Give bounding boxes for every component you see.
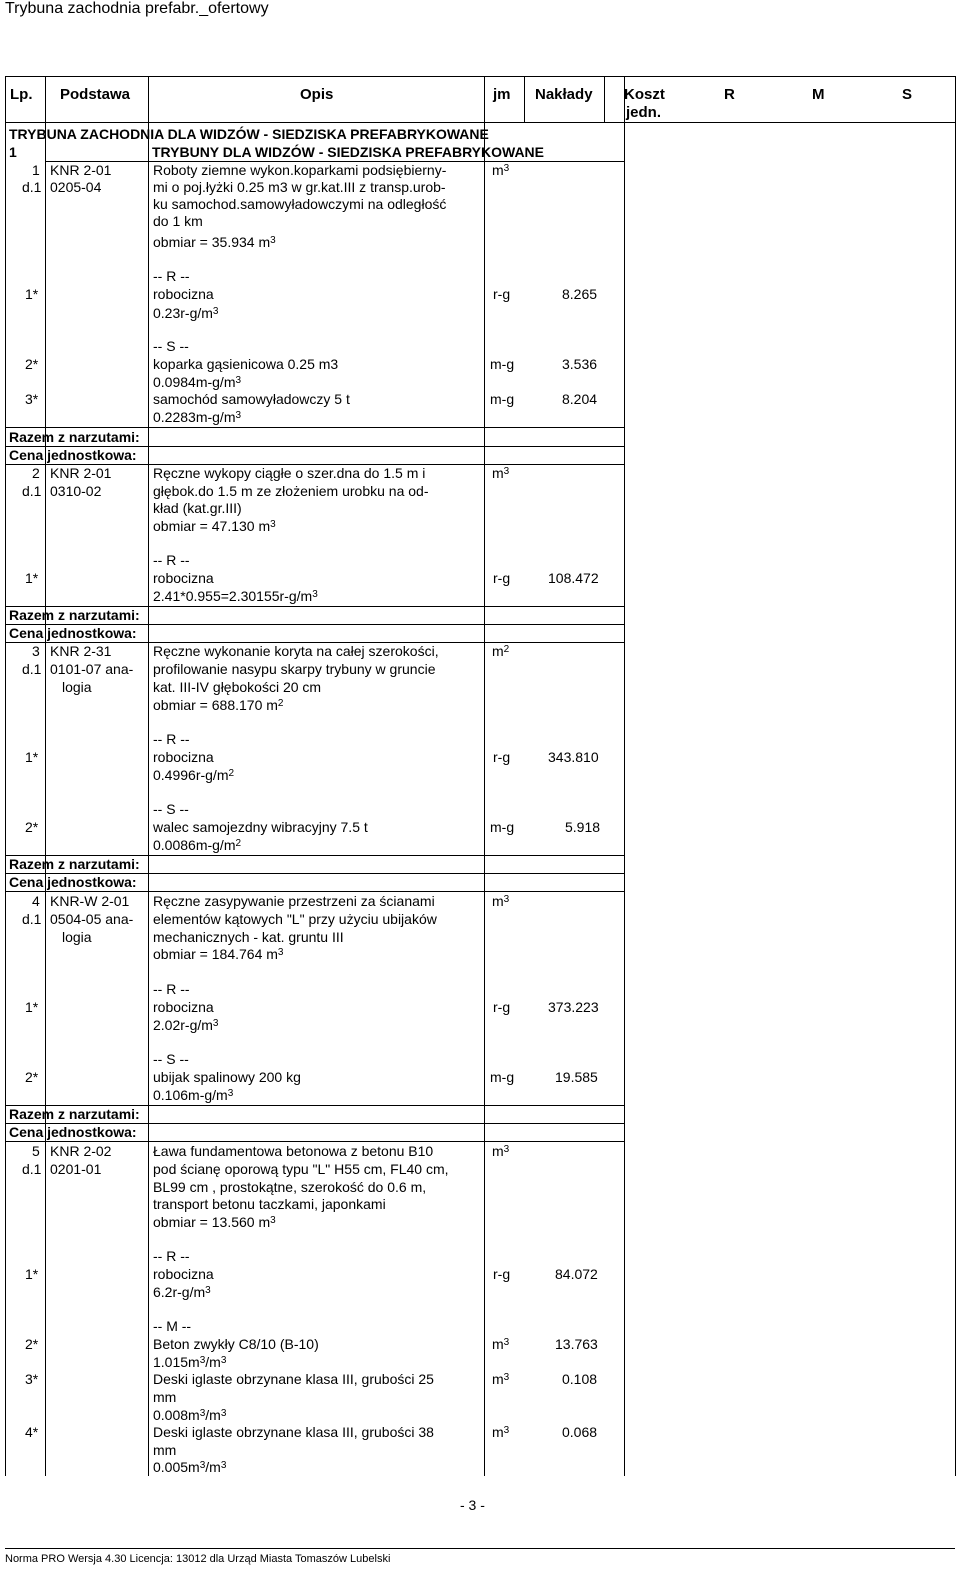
item-num: 3	[32, 643, 40, 659]
cena-label: Cena jednostkowa:	[9, 1124, 137, 1140]
item-desc-line: kład (kat.gr.III)	[153, 500, 242, 516]
resource-jm: m-g	[490, 819, 515, 835]
resource-jm: r-g	[493, 1266, 511, 1282]
subsection-title: TRYBUNY DLA WIDZÓW - SIEDZISKA PREFABRYKOWANE	[152, 144, 544, 160]
resource-norm: $0.005m^3/m^3$	[153, 1459, 227, 1475]
resource-value: 3.536	[562, 356, 598, 372]
hdr-sep-5	[604, 76, 605, 122]
item-podstawa: KNR-W 2-01	[50, 893, 130, 909]
item-podstawa: KNR 2-02	[50, 1143, 112, 1159]
item-obmiar: obmiar = 688.170 $m^2$	[153, 697, 284, 713]
item-desc-line: do 1 km	[153, 213, 203, 229]
hdr-sep-2	[148, 76, 149, 122]
hdr-sep-4	[524, 76, 525, 122]
item-d: d.1	[22, 483, 42, 499]
resource-norm: $2.41*0.955=2.30155r-g/m^3$	[153, 588, 318, 604]
resource-value: 343.810	[548, 749, 599, 765]
item-podstawa-code: 0205-04	[50, 179, 102, 195]
header-r: R	[724, 86, 735, 103]
resource-name-cont: mm	[153, 1389, 177, 1405]
resource-lp: 2*	[25, 1069, 39, 1085]
resource-lp: 3*	[25, 391, 39, 407]
footer-rule	[5, 1548, 955, 1549]
header-jm: jm	[493, 86, 511, 103]
resource-lp: 1*	[25, 286, 39, 302]
item-d: d.1	[22, 179, 42, 195]
resource-value: 108.472	[548, 570, 599, 586]
col-koszt-border	[624, 76, 625, 1476]
item-d: d.1	[22, 911, 42, 927]
header-m: M	[812, 86, 825, 103]
item-podstawa-suffix: logia	[62, 929, 92, 945]
row-rule	[5, 427, 624, 428]
row-rule	[5, 891, 624, 892]
header-koszt: Koszt	[624, 86, 665, 103]
resource-header-s: -- S --	[153, 338, 189, 354]
item-desc-line: profilowanie nasypu skarpy trybuny w gruncie	[153, 661, 436, 677]
resource-norm: $0.23r-g/m^3$	[153, 305, 219, 321]
item-podstawa-suffix: logia	[62, 679, 92, 695]
resource-name: robocizna	[153, 286, 214, 302]
hdr-sep-1	[45, 76, 46, 122]
cena-label: Cena jednostkowa:	[9, 625, 137, 641]
item-d: d.1	[22, 1161, 42, 1177]
resource-value: 8.204	[562, 391, 598, 407]
razem-label: Razem z narzutami:	[9, 1106, 140, 1122]
resource-norm: $0.0984m-g/m^3$	[153, 374, 242, 390]
resource-name: koparka gąsienicowa 0.25 m3	[153, 356, 339, 372]
item-podstawa-code: 0310-02	[50, 483, 102, 499]
resource-jm: r-g	[493, 999, 511, 1015]
resource-jm: $m^3$	[492, 1371, 510, 1387]
item-jm: $m^3$	[492, 162, 510, 178]
item-obmiar: obmiar = 35.934 $m^3$	[153, 234, 276, 250]
razem-label: Razem z narzutami:	[9, 429, 140, 445]
cena-label: Cena jednostkowa:	[9, 447, 137, 463]
cena-label: Cena jednostkowa:	[9, 874, 137, 890]
col-lp-border	[45, 122, 46, 1476]
resource-norm: $0.4996r-g/m^2$	[153, 767, 235, 783]
resource-name: robocizna	[153, 1266, 214, 1282]
resource-norm: $1.015m^3/m^3$	[153, 1354, 227, 1370]
resource-header-r: -- R --	[153, 981, 190, 997]
header-lp: Lp.	[10, 86, 33, 103]
item-podstawa-code: 0101-07 ana-	[50, 661, 134, 677]
resource-jm: r-g	[493, 749, 511, 765]
header-koszt-jedn: jedn.	[626, 104, 662, 121]
hdr-sep-3	[484, 76, 485, 122]
item-desc-line: Ręczne wykopy ciągłe o szer.dna do 1.5 m i	[153, 465, 426, 481]
resource-jm: r-g	[493, 570, 511, 586]
item-obmiar: obmiar = 184.764 $m^3$	[153, 946, 284, 962]
table-right-border	[955, 76, 956, 1476]
resource-header-r: -- R --	[153, 1248, 190, 1264]
resource-lp: 1*	[25, 999, 39, 1015]
resource-value: 0.068	[562, 1424, 598, 1440]
resource-name: ubijak spalinowy 200 kg	[153, 1069, 301, 1085]
item-podstawa: KNR 2-01	[50, 162, 112, 178]
resource-jm: $m^3$	[492, 1424, 510, 1440]
item-desc-line: mechanicznych - kat. gruntu III	[153, 929, 344, 945]
resource-name: robocizna	[153, 570, 214, 586]
resource-name: Beton zwykły C8/10 (B-10)	[153, 1336, 319, 1352]
item-desc-line: kat. III-IV głębokości 20 cm	[153, 679, 322, 695]
item-d: d.1	[22, 661, 42, 677]
resource-header-m: -- M --	[153, 1318, 192, 1334]
resource-header-r: -- R --	[153, 731, 190, 747]
item-desc-line: mi o poj.łyżki 0.25 m3 w gr.kat.III z transp.urob-	[153, 179, 446, 195]
item-obmiar: obmiar = 13.560 $m^3$	[153, 1214, 276, 1230]
resource-norm: $6.2r-g/m^3$	[153, 1284, 211, 1300]
item-desc-line: ku samochod.samowyładowczymi na odległość	[153, 196, 447, 212]
resource-lp: 1*	[25, 570, 39, 586]
item-num: 4	[32, 893, 40, 909]
resource-jm: m-g	[490, 356, 515, 372]
item-num: 5	[32, 1143, 40, 1159]
resource-name-cont: mm	[153, 1442, 177, 1458]
header-s: S	[902, 86, 913, 103]
resource-header-s: -- S --	[153, 801, 189, 817]
document-title: Trybuna zachodnia prefabr._ofertowy	[5, 0, 269, 17]
resource-jm: r-g	[493, 286, 511, 302]
item-podstawa-code: 0201-01	[50, 1161, 102, 1177]
resource-value: 8.265	[562, 286, 598, 302]
item-desc-line: BL99 cm , prostokątne, szerokość do 0.6 m,	[153, 1179, 427, 1195]
resource-header-r: -- R --	[153, 552, 190, 568]
resource-name: samochód samowyładowczy 5 t	[153, 391, 350, 407]
resource-name: robocizna	[153, 749, 214, 765]
resource-lp: 2*	[25, 819, 39, 835]
resource-value: 19.585	[555, 1069, 598, 1085]
razem-label: Razem z narzutami:	[9, 607, 140, 623]
item-num: 2	[32, 465, 40, 481]
resource-name: robocizna	[153, 999, 214, 1015]
resource-name: walec samojezdny wibracyjny 7.5 t	[153, 819, 368, 835]
resource-value: 84.072	[555, 1266, 598, 1282]
resource-lp: 2*	[25, 1336, 39, 1352]
resource-value: 373.223	[548, 999, 599, 1015]
item-desc-line: pod ścianę oporową typu "L" H55 cm, FL40 cm,	[153, 1161, 449, 1177]
item-jm: $m^3$	[492, 893, 510, 909]
item-obmiar: obmiar = 47.130 $m^3$	[153, 518, 276, 534]
header-naklady: Nakłady	[535, 86, 593, 103]
resource-jm: $m^3$	[492, 1336, 510, 1352]
item-desc-line: elementów kątowych "L" przy użyciu ubijaków	[153, 911, 437, 927]
resource-norm: $2.02r-g/m^3$	[153, 1017, 219, 1033]
resource-value: 13.763	[555, 1336, 598, 1352]
resource-norm: $0.2283m-g/m^3$	[153, 409, 242, 425]
resource-header-r: -- R --	[153, 268, 190, 284]
col-podstawa-border	[148, 122, 149, 1476]
resource-lp: 1*	[25, 1266, 39, 1282]
resource-lp: 4*	[25, 1424, 39, 1440]
page-number: - 3 -	[460, 1497, 485, 1513]
item-jm: $m^3$	[492, 465, 510, 481]
item-jm: $m^3$	[492, 1143, 510, 1159]
section-title: TRYBUNA ZACHODNIA DLA WIDZÓW - SIEDZISKA PREFABRYKOWANE	[9, 126, 489, 142]
razem-label: Razem z narzutami:	[9, 856, 140, 872]
col-opis-border	[484, 122, 485, 1476]
resource-lp: 1*	[25, 749, 39, 765]
resource-value: 5.918	[565, 819, 601, 835]
resource-norm: $0.106m-g/m^3$	[153, 1087, 234, 1103]
item-desc-line: Ława fundamentowa betonowa z betonu B10	[153, 1143, 434, 1159]
item-jm: $m^2$	[492, 643, 510, 659]
resource-jm: m-g	[490, 1069, 515, 1085]
table-left-border	[5, 76, 6, 1476]
resource-value: 0.108	[562, 1371, 598, 1387]
item-desc-line: Roboty ziemne wykon.koparkami podsiębierny-	[153, 162, 447, 178]
item-num: 1	[32, 162, 40, 178]
resource-name: Deski iglaste obrzynane klasa III, grubości 25	[153, 1371, 434, 1387]
resource-norm: $0.0086m-g/m^2$	[153, 837, 242, 853]
item-desc-line: transport betonu taczkami, japonkami	[153, 1196, 386, 1212]
resource-lp: 2*	[25, 356, 39, 372]
resource-norm: $0.008m^3/m^3$	[153, 1407, 227, 1423]
item-podstawa: KNR 2-01	[50, 465, 112, 481]
resource-lp: 3*	[25, 1371, 39, 1387]
row-rule	[5, 1141, 624, 1142]
resource-jm: m-g	[490, 391, 515, 407]
subsection-num: 1	[9, 144, 17, 160]
resource-header-s: -- S --	[153, 1051, 189, 1067]
item-desc-line: głębok.do 1.5 m ze złożeniem urobku na od-	[153, 483, 429, 499]
item-desc-line: Ręczne zasypywanie przestrzeni za ścianami	[153, 893, 435, 909]
footer-license: Norma PRO Wersja 4.30 Licencja: 13012 dla Urząd Miasta Tomaszów Lubelski	[5, 1553, 391, 1565]
item-podstawa: KNR 2-31	[50, 643, 112, 659]
header-podstawa: Podstawa	[60, 86, 131, 103]
header-opis: Opis	[300, 86, 334, 103]
resource-name: Deski iglaste obrzynane klasa III, grubości 38	[153, 1424, 434, 1440]
item-desc-line: Ręczne wykonanie koryta na całej szerokości,	[153, 643, 439, 659]
item-podstawa-code: 0504-05 ana-	[50, 911, 134, 927]
